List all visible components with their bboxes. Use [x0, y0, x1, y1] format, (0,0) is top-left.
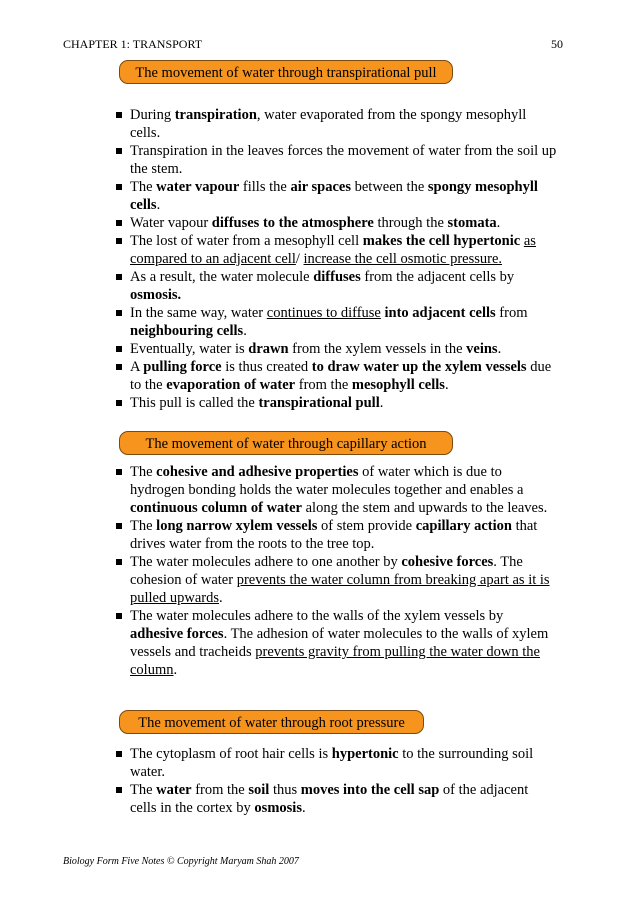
- bold-term: water: [156, 782, 192, 798]
- bullet-item: [0, 106, 558, 142]
- text-run: The water molecules adhere to the walls of the xylem vessels by: [130, 608, 504, 624]
- bold-term: transpiration: [174, 107, 257, 123]
- bold-term: long narrow xylem vessels: [156, 518, 318, 534]
- text-run: .: [301, 800, 306, 816]
- text-run: The cytoplasm of root hair cells is: [130, 746, 332, 762]
- bullet-item: [0, 517, 558, 553]
- bullet-square-icon: [116, 220, 122, 226]
- bullet-item: [0, 178, 558, 214]
- text-run: The: [130, 518, 157, 534]
- bold-term: capillary action: [415, 518, 512, 534]
- text-run: of the adjacent cells in the cortex by: [130, 782, 529, 816]
- bullet-item: [0, 781, 558, 817]
- bold-term: adhesive forces: [130, 626, 224, 642]
- text-run: is thus created: [221, 359, 312, 375]
- bullet-list-capillary-action: [0, 463, 638, 679]
- text-run: between the: [351, 179, 428, 195]
- bold-term: pulling force: [143, 359, 222, 375]
- text-run: .: [497, 341, 502, 357]
- text-run: . The adhesion of water molecules to the walls of xylem vessels and tracheids: [130, 626, 549, 660]
- text-run: A: [130, 359, 144, 375]
- bullet-square-icon: [116, 523, 122, 529]
- text-run: .: [379, 395, 384, 411]
- bold-term: neighbouring cells: [130, 323, 244, 339]
- text-run: . The cohesion of water: [130, 554, 523, 588]
- bullet-square-icon: [116, 346, 122, 352]
- bold-term: cohesive and adhesive properties: [156, 464, 359, 480]
- text-run: The: [130, 179, 157, 195]
- bold-term: transpirational pull: [258, 395, 380, 411]
- bullet-item: [0, 214, 558, 232]
- bold-term: to draw water up the xylem vessels: [311, 359, 527, 375]
- text-run: from the: [191, 782, 249, 798]
- text-run: through the: [373, 215, 448, 231]
- bullet-list-transpirational-pull: [0, 106, 638, 412]
- bullet-square-icon: [116, 787, 122, 793]
- text-run: Water vapour: [130, 215, 212, 231]
- text-run: along the stem and upwards to the leaves.: [302, 500, 548, 516]
- text-run: As a result, the water molecule: [130, 269, 314, 285]
- text-run: This pull is called the: [130, 395, 259, 411]
- text-run: from the: [295, 377, 352, 393]
- page-header: [63, 37, 563, 53]
- text-run: to the surrounding soil water.: [130, 746, 534, 780]
- bullet-item: [0, 463, 558, 517]
- bold-term: air spaces: [290, 179, 351, 195]
- bullet-item: [0, 607, 558, 679]
- section-banner-capillary-action: The movement of water through capillary action: [119, 431, 453, 455]
- text-run: The: [130, 782, 157, 798]
- bullet-item: [0, 304, 558, 340]
- bullet-item: [0, 142, 558, 178]
- bullet-square-icon: [116, 400, 122, 406]
- bold-term: hypertonic: [331, 746, 399, 762]
- bold-term: water vapour: [156, 179, 240, 195]
- bullet-item: [0, 358, 558, 394]
- text-run: fills the: [239, 179, 291, 195]
- bold-term: moves into the cell sap: [300, 782, 440, 798]
- chapter-title: CHAPTER 1: TRANSPORT: [63, 37, 203, 51]
- underlined-phrase: continues to diffuse: [266, 305, 381, 321]
- bullet-item: [0, 553, 558, 607]
- bullet-square-icon: [116, 112, 122, 118]
- bullet-square-icon: [116, 364, 122, 370]
- bold-term: cohesive forces: [401, 554, 494, 570]
- text-run: of stem provide: [317, 518, 416, 534]
- text-run: , water evaporated from the spongy mesophyll cells.: [130, 107, 527, 141]
- text-run: Eventually, water is: [130, 341, 249, 357]
- bullet-square-icon: [116, 751, 122, 757]
- text-run: /: [295, 251, 304, 267]
- bullet-square-icon: [116, 559, 122, 565]
- text-run: from: [495, 305, 528, 321]
- text-run: .: [173, 662, 178, 678]
- bold-term: veins: [466, 341, 498, 357]
- bold-term: spongy mesophyll cells: [130, 179, 538, 213]
- underlined-phrase: prevents gravity from pulling the water down the column: [130, 644, 540, 678]
- text-run: Transpiration in the leaves forces the movement of water from the soil up the stem.: [130, 143, 557, 177]
- bold-term: drawn: [248, 341, 289, 357]
- bullet-square-icon: [116, 310, 122, 316]
- bold-term: stomata: [447, 215, 497, 231]
- text-run: During: [130, 107, 175, 123]
- bullet-square-icon: [116, 274, 122, 280]
- text-run: .: [444, 377, 449, 393]
- text-run: thus: [269, 782, 301, 798]
- text-run: .: [243, 323, 247, 339]
- bullet-square-icon: [116, 238, 122, 244]
- bold-term: makes the cell hypertonic: [362, 233, 521, 249]
- bullet-square-icon: [116, 184, 122, 190]
- page-number: 50: [551, 37, 563, 51]
- text-run: .: [496, 215, 501, 231]
- bold-term: soil: [248, 782, 270, 798]
- footer-copyright: Biology Form Five Notes © Copyright Maryam Shah 2007: [63, 856, 299, 867]
- bold-term: into adjacent cells: [384, 305, 496, 321]
- text-run: that drives water from the roots to the tree top.: [130, 518, 538, 552]
- bullet-square-icon: [116, 613, 122, 619]
- text-run: from the adjacent cells by: [360, 269, 515, 285]
- bold-term: continuous column of water: [130, 500, 302, 516]
- text-run: The water molecules adhere to one another by: [130, 554, 402, 570]
- text-run: from the xylem vessels in the: [288, 341, 467, 357]
- text-run: .: [219, 590, 223, 606]
- underlined-phrase: as compared to an adjacent cell: [130, 233, 536, 267]
- text-run: of water which is due to hydrogen bonding holds the water molecules together and enables a: [130, 464, 524, 498]
- bullet-item: [0, 232, 558, 268]
- section-banner-root-pressure: The movement of water through root pressure: [119, 710, 424, 734]
- bullet-item: [0, 745, 558, 781]
- bold-term: osmosis: [254, 800, 302, 816]
- bullet-square-icon: [116, 469, 122, 475]
- bold-term: evaporation of water: [166, 377, 296, 393]
- bullet-item: [0, 268, 558, 304]
- underlined-phrase: increase the cell osmotic pressure.: [303, 251, 503, 267]
- text-run: The: [130, 464, 157, 480]
- bold-term: diffuses to the atmosphere: [211, 215, 374, 231]
- bold-term: osmosis.: [130, 287, 182, 303]
- bullet-square-icon: [116, 148, 122, 154]
- text-run: .: [156, 197, 161, 213]
- text-run: In the same way, water: [130, 305, 267, 321]
- underlined-phrase: prevents the water column from breaking apart as it is pulled upwards: [130, 572, 550, 606]
- bullet-item: [0, 340, 558, 358]
- text-run: The lost of water from a mesophyll cell: [130, 233, 363, 249]
- text-run: due to the: [130, 359, 552, 393]
- bold-term: diffuses: [313, 269, 361, 285]
- section-banner-transpirational-pull: The movement of water through transpirational pull: [119, 60, 453, 84]
- bold-term: mesophyll cells: [351, 377, 445, 393]
- bullet-item: [0, 394, 558, 412]
- bullet-list-root-pressure: [0, 745, 638, 817]
